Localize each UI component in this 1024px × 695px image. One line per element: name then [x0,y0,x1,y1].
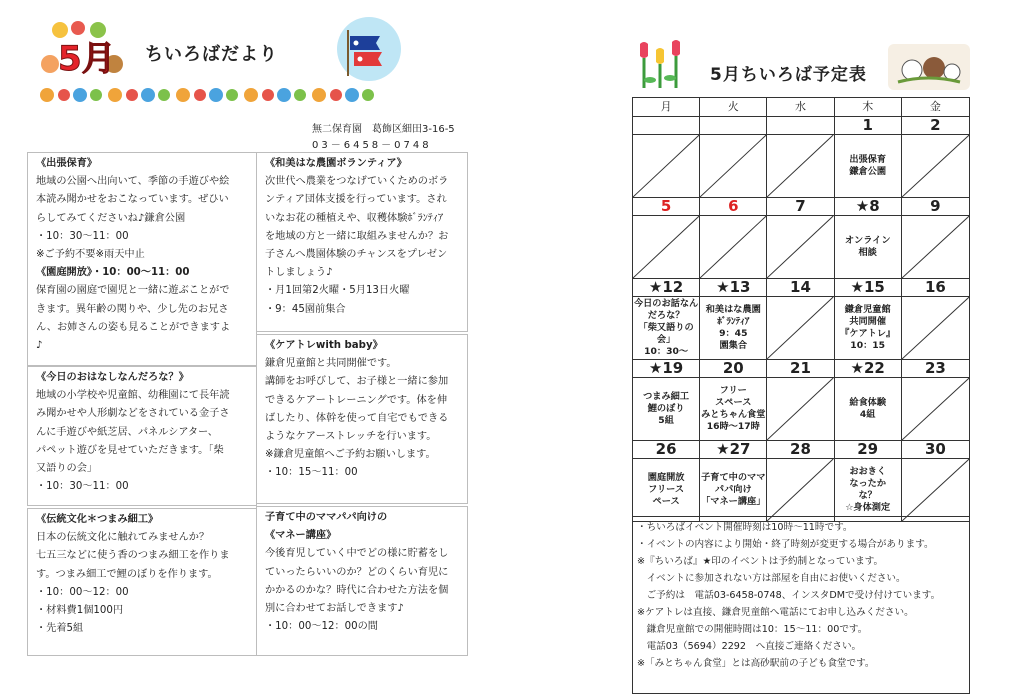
weekday-label: 火 [700,98,767,116]
weekday-label: 木 [835,98,902,116]
section-line: 今後育児していく中でどの様に貯蓄をし [265,548,449,560]
note-line: 鎌倉児童館での開催時間は10：15～11：00です。 [637,624,868,635]
section-line: 日本の伝統文化に触れてみませんか？ [36,532,210,544]
weekday-label: 月 [633,98,700,116]
day-number: ★13 [700,279,767,296]
section-line: 《伝統文化＊つまみ細工》 [36,514,159,525]
section-line: 保育園の園庭で園児と一緒に遊ぶことがで [36,285,230,297]
calendar-week [632,359,970,440]
day-number: 14 [767,279,834,296]
day-number: ★8 [835,198,902,215]
section-line: 鎌倉児童館と共同開催です。 [265,358,397,370]
section-line: 講師をお呼びして、お子様と一緒に参加 [265,376,449,388]
day-number: 28 [767,441,834,458]
empty-cell [633,135,700,197]
day-number: 7 [767,198,834,215]
section-line: できるケアートレーニングです。体を伸 [265,394,448,406]
empty-cell [902,378,969,440]
tulip-icon [634,40,690,90]
diagonal-slash-icon [767,297,833,359]
empty-cell [767,297,834,359]
note-line: ※「みとちゃん食堂」とは高砂駅前の子ども食堂です。 [637,658,875,669]
address-line: 無二保育園 葛飾区細田3-16-5 [312,124,455,135]
section-line: 《出張保育》 [36,158,98,169]
weekday-label: 水 [767,98,834,116]
diagonal-slash-icon [902,378,969,440]
calendar-week [632,440,970,521]
section-line: 《園庭開放》・10：00～11：00 [36,267,190,279]
section-farm [256,152,468,332]
day-number: ★12 [633,279,700,296]
section-line: 地域の小学校や児童館、幼稚園にて長年読 [36,390,230,402]
section-tsumami [27,508,257,656]
day-number: 30 [924,440,946,458]
diagonal-slash-icon [633,135,699,197]
empty-cell [633,216,700,278]
section-storytime [27,366,257,506]
day-number [767,117,834,134]
section-line: ・月1回第2火曜・5月13日火曜 [265,285,410,297]
section-line: 次世代へ農業をつなげていくためのボラ [265,176,449,188]
schedule-notes [632,516,970,694]
diagonal-slash-icon [902,216,969,278]
weekday-label: 金 [929,100,941,113]
event-cell [633,378,700,440]
day-number: 23 [924,359,946,377]
empty-cell [767,216,834,278]
day-number: ★27 [700,441,767,458]
day-number: ★15 [835,279,902,296]
calendar-week [632,278,970,359]
section-line: 子さんへ農園体験のチャンスをプレゼン [265,249,448,261]
section-line: 又語りの会」 [36,463,98,475]
day-number: ★22 [835,360,902,377]
event-text: つまみ細工 鯉のぼり 5組 [643,391,690,426]
section-money [256,506,468,656]
section-caretrain [256,334,468,504]
event-cell [835,297,902,359]
diagonal-slash-icon [767,216,833,278]
event-cell [835,135,902,197]
section-line: ・10：30～11：00 [36,481,129,493]
note-line: ・ちいろばイベント開催時刻は10時～11時です。 [637,522,853,533]
section-line: 別に合わせてお話しできます♪ [265,603,404,615]
section-outreach [27,152,257,366]
calendar [632,97,970,522]
section-line: ・10：00～12：00 [36,586,129,598]
empty-cell [902,297,969,359]
day-number: 2 [930,116,941,134]
event-cell [700,297,767,359]
day-number: ★19 [633,360,700,377]
day-number [700,117,767,134]
weekday-header [632,97,970,116]
section-line: す。つまみ細工で鯉のぼりを作ります。 [36,568,218,580]
phone-line: 03－6458－0748 [312,140,432,151]
animal-border-icon [38,84,378,106]
diagonal-slash-icon [700,216,766,278]
carp-streamer-icon [336,16,402,82]
diagonal-slash-icon [700,135,766,197]
section-line: 子育て中のママパパ向けの [265,512,388,523]
event-text: 子育て中のママ パパ向け 「マネー講座」 [701,472,766,507]
event-text: おおきく なったか な？ ☆身体測定 [845,466,891,513]
section-line: ばしたり、体幹を使って自宅でもできる [265,412,449,424]
diagonal-slash-icon [633,216,699,278]
day-number [633,117,700,134]
section-line: み聞かせや人形劇などをされている金子さ [36,408,230,420]
diagonal-slash-icon [767,378,833,440]
note-line: ご予約は 電話03-6458-0748、インスタDMで受け付けています。 [637,590,941,601]
event-cell [633,297,700,359]
section-line: 《マネー講座》 [265,530,337,542]
note-line: イベントに参加されない方は部屋を自由にお使いください。 [637,573,906,584]
section-line: ・10：00～12：00の間 [265,621,378,633]
event-text: オンライン 相談 [844,235,891,258]
event-cell [633,459,700,521]
day-number: 1 [835,117,902,134]
event-cell [700,378,767,440]
newsletter-title: ちいろばだより [145,44,278,65]
empty-cell [767,459,834,521]
event-text: 和美はな農園 ﾎﾞﾗﾝﾃｨｱ 9：45 園集合 [705,304,761,351]
empty-cell [902,459,969,521]
animals-illustration-icon [888,44,970,90]
empty-cell [767,378,834,440]
event-text: 出張保育 鎌倉公園 [849,154,887,177]
section-line: ・10：30～11：00 [36,230,129,242]
day-number: 26 [633,441,700,458]
event-cell [835,378,902,440]
section-line: ♪ [36,340,43,352]
schedule-title: 5月ちいろば予定表 [710,65,867,85]
note-line: ・イベントの内容により開始・終了時刻が変更する場合があります。 [637,539,934,550]
section-line: かかるのかな？時代に合わせた方法を個 [265,584,449,596]
day-number: 29 [835,441,902,458]
day-number: 21 [767,360,834,377]
day-number: 16 [924,278,946,296]
empty-cell [902,135,969,197]
day-number: 5 [633,198,700,215]
day-number: 20 [700,360,767,377]
empty-cell [700,135,767,197]
section-line: んに手遊びや紙芝居、パネルシアター、 [36,426,218,438]
section-line: ・先着5組 [36,623,84,635]
section-line: ンティア団体支援を行っています。され [265,194,447,206]
section-line: 七五三などに使う香のつまみ細工を作りま [36,550,230,562]
section-line: 本読み聞かせをおこなっています。ぜひい [36,194,229,206]
event-text: フリー スペース みとちゃん食堂 16時～17時 [701,385,766,432]
section-line: ※ご予約不要※雨天中止 [36,249,145,261]
event-text: 今日のお話なん だろな？ 「柴又語りの 会」 10：30～ [633,298,699,357]
empty-cell [902,216,969,278]
month-logo [38,18,128,78]
section-line: を地域の方と一緒に取組みませんか？お [265,230,449,242]
day-number: 6 [700,198,767,215]
day-number: 9 [930,197,941,215]
section-line: ※鎌倉児童館へご予約お願いします。 [265,449,436,461]
event-cell [835,459,902,521]
section-line: ・9：45園前集合 [265,303,346,315]
note-line: 電話03（5694）2292 へ直接ご連絡ください。 [637,641,862,652]
section-line: ・材料費1個100円 [36,605,124,617]
diagonal-slash-icon [767,135,833,197]
section-line: 《今日のおはなしなんだろな？》 [36,372,189,383]
section-line: パペット遊びを見せていただきます。「柴 [36,444,224,456]
section-line: ようなケアーストレッチを行います。 [265,431,437,443]
calendar-week [632,197,970,278]
event-text: 鎌倉児童館 共同開催 『ケアトレ』 10：15 [840,304,896,351]
diagonal-slash-icon [902,297,969,359]
section-line: きます。異年齢の関りや、少し先のお兄さ [36,303,229,315]
section-line: らしてみてくださいね♪鎌倉公園 [36,212,186,224]
diagonal-slash-icon [902,459,969,521]
empty-cell [767,135,834,197]
event-text: 園庭開放 フリース ペース [647,472,685,507]
calendar-week [632,116,970,197]
section-line: 《ケアトレwith baby》 [265,340,383,351]
note-line: ※『ちいろば』★印のイベントは予約制となっています。 [637,556,884,567]
svg-text:5月: 5月 [58,39,116,78]
diagonal-slash-icon [767,459,833,521]
section-line: ていったらいいのか？どのくらい育児に [265,566,449,578]
section-line: ん、お姉さんの姿も見ることができますよ [36,321,231,333]
section-line: 地域の公園へ出向いて、季節の手遊びや絵 [36,176,230,188]
event-cell [700,459,767,521]
section-line: ・10：15～11：00 [265,467,358,479]
section-line: いなお花の種植えや、収穫体験ﾎﾞﾗﾝﾃｨｱ [265,212,444,224]
event-cell [835,216,902,278]
event-text: 給食体験 4組 [849,397,887,420]
address-block [312,122,455,154]
diagonal-slash-icon [902,135,969,197]
section-line: 《和美はな農園ボランティア》 [265,158,407,169]
note-line: ※ケアトレは直接、鎌倉児童館へ電話にてお申し込みください。 [637,607,914,618]
section-line: トしましょう♪ [265,267,333,279]
empty-cell [700,216,767,278]
